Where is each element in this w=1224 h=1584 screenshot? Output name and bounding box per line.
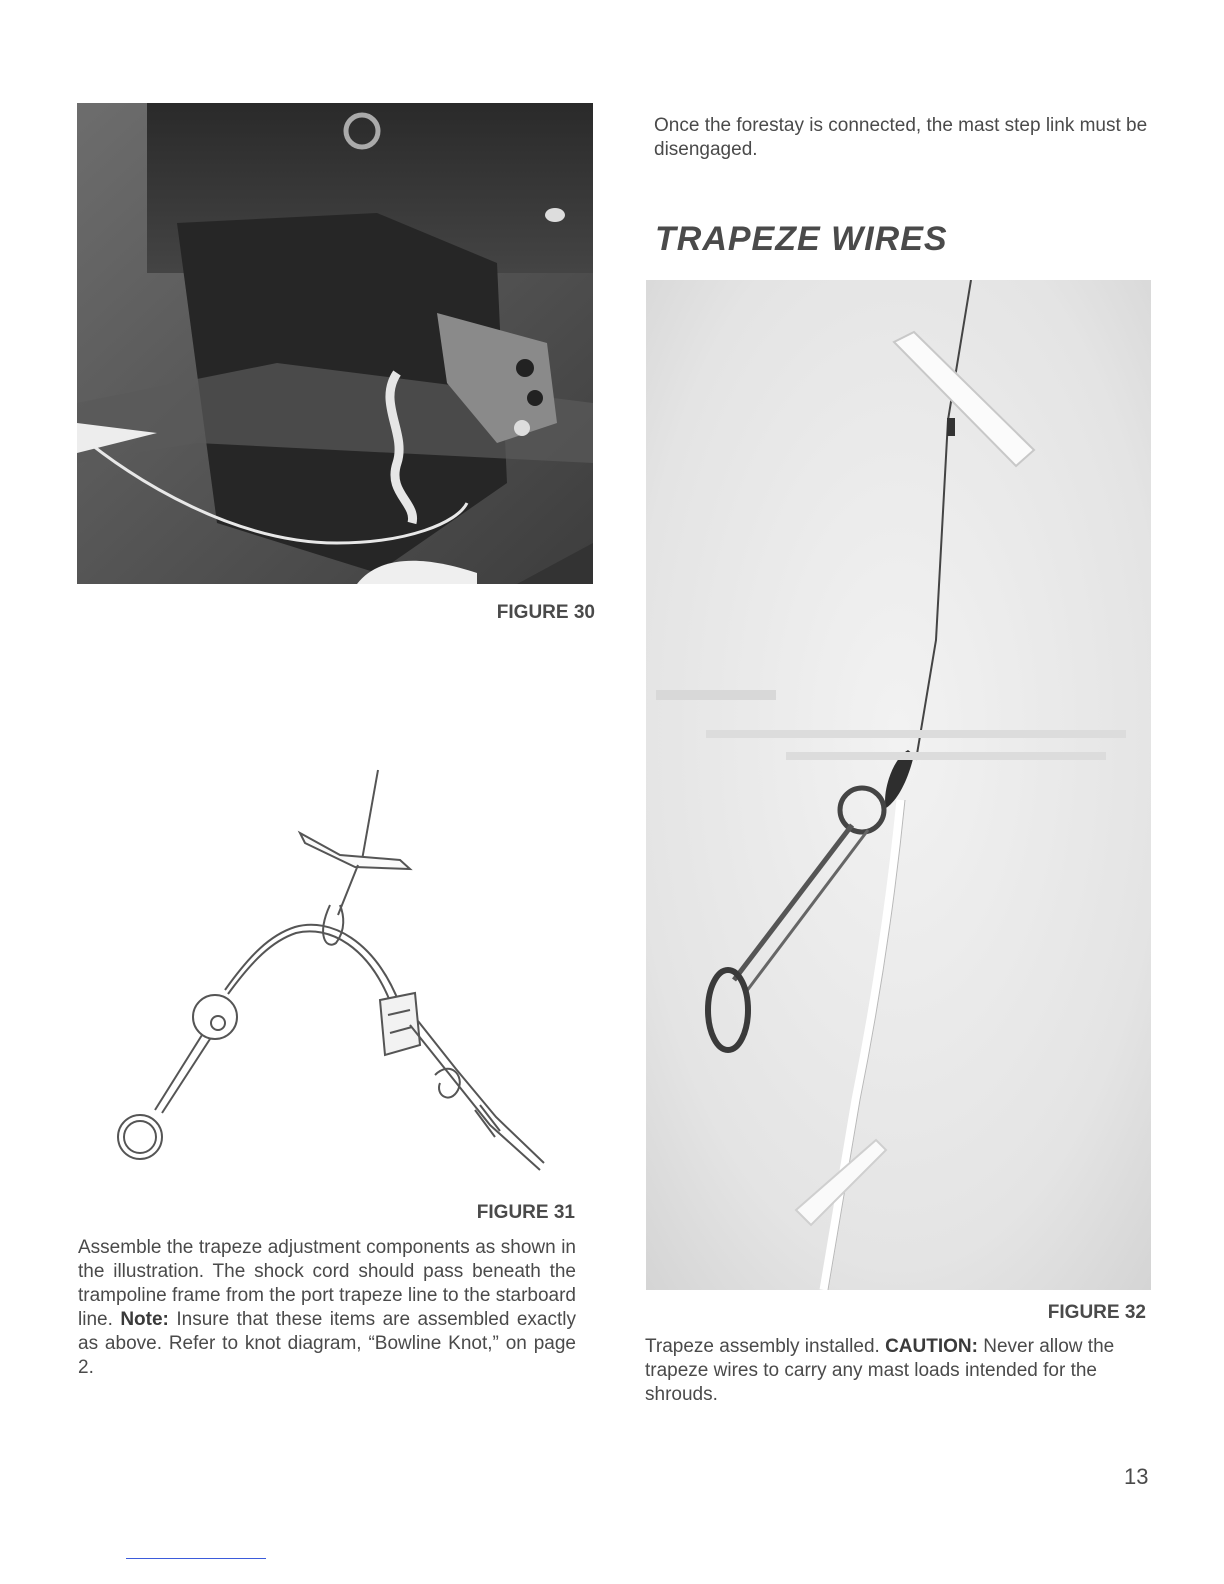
figure-30-caption: FIGURE 30: [496, 602, 595, 623]
forestay-paragraph: Once the forestay is connected, the mast step link must be disengaged.: [654, 115, 1148, 160]
assembly-text: Assemble the trapeze adjustment components as shown in the illustration. The shock cord should pass beneath the trampoline frame from the port trapeze line to the starboard line.: [78, 1237, 576, 1330]
figure-32-caption: FIGURE 32: [1047, 1302, 1146, 1323]
assembly-paragraph: [78, 1236, 576, 1380]
caution-label: CAUTION:: [885, 1336, 978, 1357]
figure-31-caption: FIGURE 31: [476, 1202, 575, 1223]
note-label: Note:: [120, 1309, 169, 1330]
page-number: 13: [1124, 1464, 1149, 1489]
figure-32-photo: [646, 280, 1151, 1290]
section-heading: TRAPEZE WIRES: [655, 220, 948, 258]
figure-30-photo: [77, 103, 593, 584]
trapeze-caption-text-continued: Never allow the trapeze wires to carry any mast loads intended for the shrouds.: [645, 1336, 1115, 1405]
trapeze-caption-text: Trapeze assembly installed.: [645, 1336, 886, 1357]
assembly-text-continued: Insure that these items are assembled exactly as above. Refer to knot diagram, “Bowline Knot,” on page 2.: [78, 1309, 576, 1378]
trapeze-caption-paragraph: [645, 1335, 1150, 1407]
figure-31-illustration: [100, 765, 570, 1185]
bottom-link-rule: [126, 1558, 266, 1559]
